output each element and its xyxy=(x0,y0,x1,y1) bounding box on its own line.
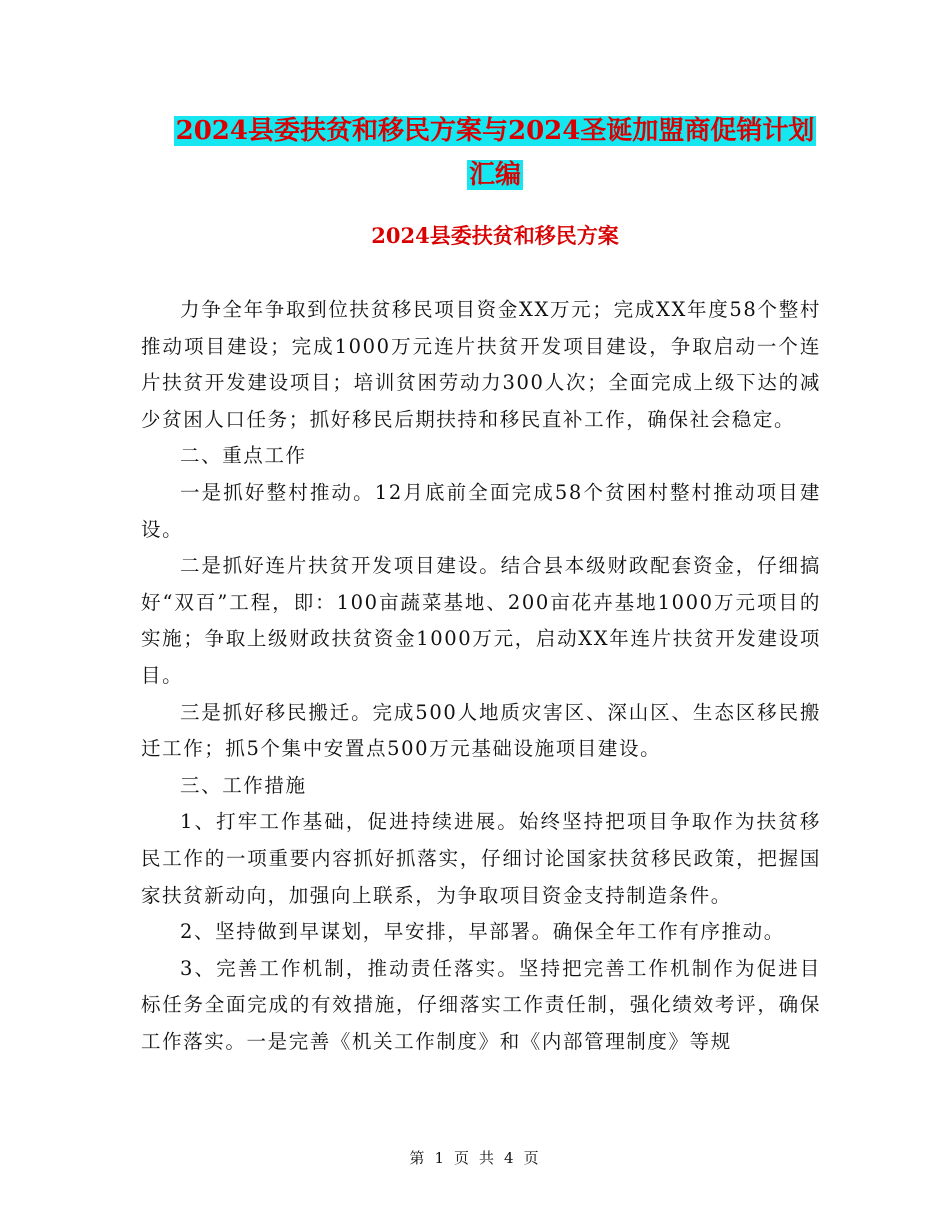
section-title: 2024县委扶贫和移民方案 xyxy=(371,223,619,248)
heading-work-measures: 三、工作措施 xyxy=(180,773,307,797)
paragraph-contiguous-development: 二是抓好连片扶贫开发项目建设。结合县本级财政配套资金，仔细搞好“双百”工程，即：100亩蔬菜基地、200亩花卉基地1000万元项目的实施；争取上级财政扶贫资金1000万元，启动XX年连片扶贫开发建设项目。 xyxy=(141,554,821,687)
heading-key-work: 二、重点工作 xyxy=(180,444,307,468)
document-body xyxy=(141,292,821,1060)
footer-total-unit: 页 xyxy=(523,1149,541,1167)
footer-page-unit: 页 xyxy=(453,1149,471,1167)
paragraph-measure-3: 3、完善工作机制，推动责任落实。坚持把完善工作机制作为促进目标任务全面完成的有效措施，仔细落实工作责任制，强化绩效考评，确保工作落实。一是完善《机关工作制度》和《内部管理制度》等规 xyxy=(141,956,821,1053)
paragraph-measure-1: 1、打牢工作基础，促进持续进展。始终坚持把项目争取作为扶贫移民工作的一项重要内容抓好抓落实，仔细讨论国家扶贫移民政策，把握国家扶贫新动向，加强向上联系，为争取项目资金支持制造条件。 xyxy=(141,810,821,907)
paragraph-goals: 力争全年争取到位扶贫移民项目资金XX万元；完成XX年度58个整村推动项目建设；完成1000万元连片扶贫开发项目建设，争取启动一个连片扶贫开发建设项目；培训贫困劳动力300人次；全面完成上级下达的减少贫困人口任务；抓好移民后期扶持和移民直补工作，确保社会稳定。 xyxy=(141,298,821,431)
document-title-line2 xyxy=(140,156,850,194)
footer-total-label: 共 xyxy=(479,1149,497,1167)
footer-total-number: 4 xyxy=(504,1149,516,1167)
document-title-line1-text: 2024县委扶贫和移民方案与2024圣诞加盟商促销计划 xyxy=(175,116,815,146)
paragraph-measure-2: 2、坚持做到早谋划，早安排，早部署。确保全年工作有序推动。 xyxy=(180,920,785,944)
footer-page-label: 第 xyxy=(409,1149,427,1167)
page-footer xyxy=(0,1147,950,1168)
document-title-line1 xyxy=(140,112,850,150)
document-title-line2-text: 汇编 xyxy=(468,160,521,190)
paragraph-village-promotion: 一是抓好整村推动。12月底前全面完成58个贫困村整村推动项目建设。 xyxy=(141,480,821,541)
footer-page-number: 1 xyxy=(434,1149,446,1167)
paragraph-relocation: 三是抓好移民搬迁。完成500人地质灾害区、深山区、生态区移民搬迁工作；抓5个集中安置点500万元基础设施项目建设。 xyxy=(141,700,821,761)
